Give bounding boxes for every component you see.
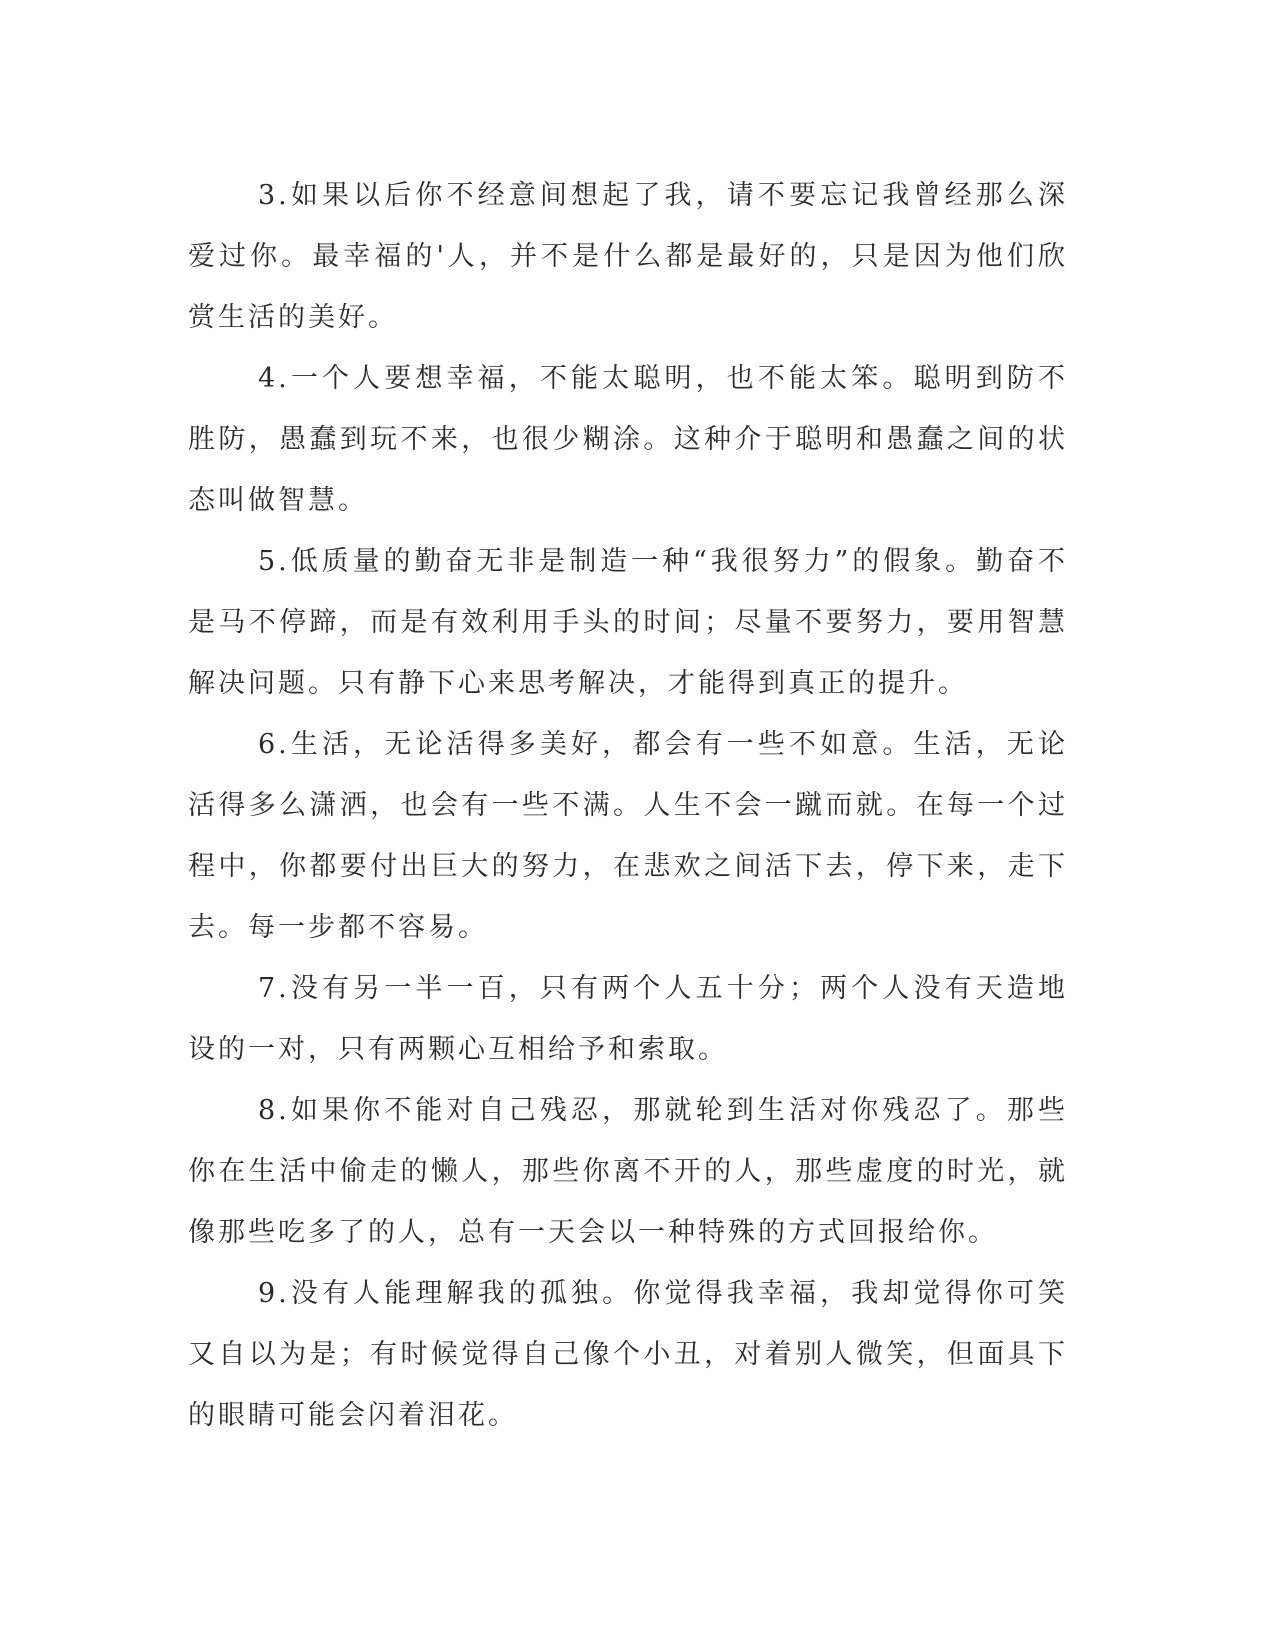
paragraph-5: 5.低质量的勤奋无非是制造一种“我很努力”的假象。勤奋不是马不停蹄，而是有效利用手头的时间；尽量不要努力，要用智慧解决问题。只有静下心来思考解决，才能得到真正的提升。 <box>188 546 1068 699</box>
paragraph-4: 4.一个人要想幸福，不能太聪明，也不能太笨。聪明到防不胜防，愚蠢到玩不来，也很少糊涂。这种介于聪明和愚蠢之间的状态叫做智慧。 <box>188 363 1068 516</box>
paragraph-9: 9.没有人能理解我的孤独。你觉得我幸福，我却觉得你可笑又自以为是；有时候觉得自己像个小丑，对着别人微笑，但面具下的眼睛可能会闪着泪花。 <box>188 1278 1068 1431</box>
document-body <box>188 165 1068 1446</box>
paragraph-6: 6.生活，无论活得多美好，都会有一些不如意。生活，无论活得多么潇洒，也会有一些不满。人生不会一蹴而就。在每一个过程中，你都要付出巨大的努力，在悲欢之间活下去，停下来，走下去。每一步都不容易。 <box>188 729 1068 943</box>
paragraph-3: 3.如果以后你不经意间想起了我，请不要忘记我曾经那么深爱过你。最幸福的'人，并不是什么都是最好的，只是因为他们欣赏生活的美好。 <box>188 180 1068 333</box>
paragraph-8: 8.如果你不能对自己残忍，那就轮到生活对你残忍了。那些你在生活中偷走的懒人，那些你离不开的人，那些虚度的时光，就像那些吃多了的人，总有一天会以一种特殊的方式回报给你。 <box>188 1095 1068 1248</box>
paragraph-7: 7.没有另一半一百，只有两个人五十分；两个人没有天造地设的一对，只有两颗心互相给予和索取。 <box>188 973 1068 1065</box>
